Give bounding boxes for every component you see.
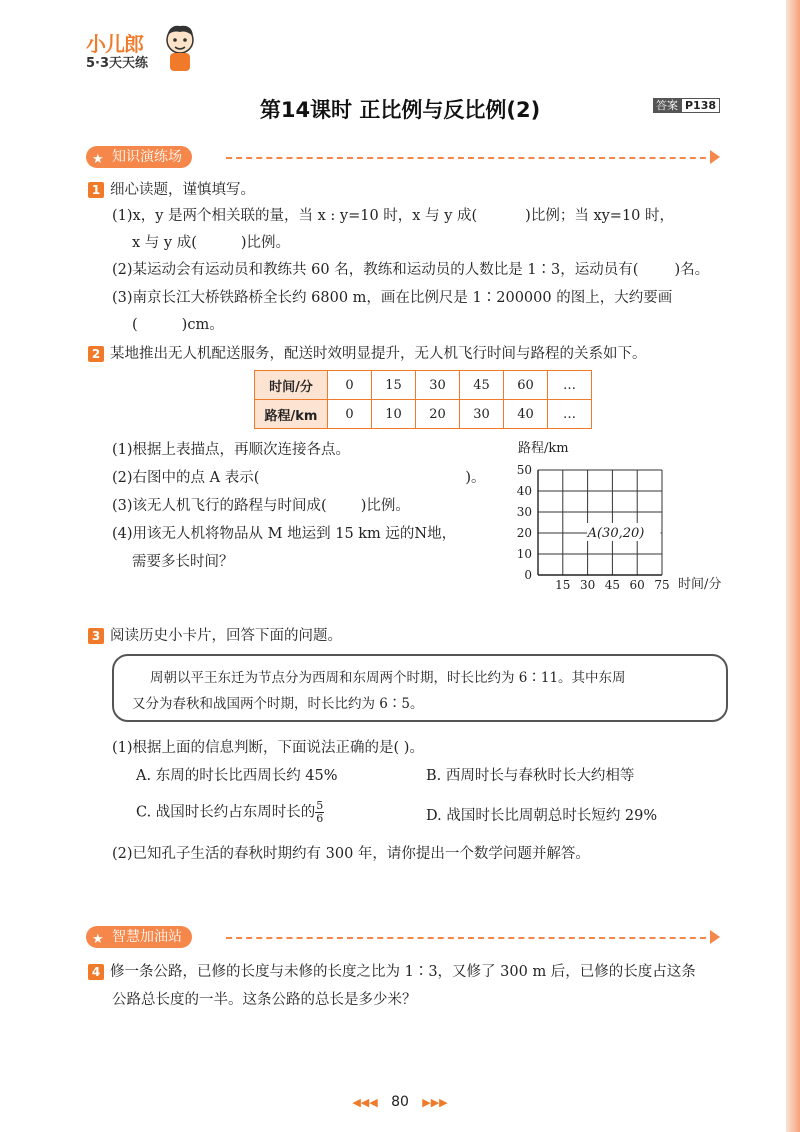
table-cell: 40 xyxy=(504,400,548,429)
point-label: A(30,20) xyxy=(587,526,645,541)
table-cell: 0 xyxy=(328,400,372,429)
data-table xyxy=(254,370,592,429)
q2-part2: (2)右图中的点 A 表示( )。 xyxy=(112,470,486,486)
q2-part4: (4)用该无人机将物品从 M 地运到 15 km 远的N地， xyxy=(112,526,457,542)
runner-icon: ★ xyxy=(92,152,104,167)
q2-number: 2 xyxy=(88,346,104,362)
table-row-header: 路程/km xyxy=(255,400,328,429)
table-cell: … xyxy=(548,371,592,400)
table-cell: … xyxy=(548,400,592,429)
page-number: 80 xyxy=(391,1094,409,1110)
y-tick-label: 40 xyxy=(516,484,532,498)
q1-number: 1 xyxy=(88,182,104,198)
table-row xyxy=(255,371,592,400)
table-cell: 60 xyxy=(504,371,548,400)
card-line-2: 又分为春秋和战国两个时期，时长比约为 6∶5。 xyxy=(132,696,424,712)
left-arrows-icon: ◀◀◀ xyxy=(352,1096,378,1109)
q1-part3-cont: ( )cm。 xyxy=(132,317,224,333)
section-header-boost xyxy=(86,926,716,950)
q2-part1: (1)根据上表描点，再顺次连接各点。 xyxy=(112,442,351,458)
q3-option-c: C. 战国时长约占东周时长的 $\frac{5}{6}$ xyxy=(136,799,324,825)
section-divider xyxy=(226,157,716,159)
page-footer xyxy=(0,1094,800,1110)
fraction: $\frac{5}{6}$ xyxy=(316,799,324,825)
q4-number: 4 xyxy=(88,964,104,980)
y-axis-label: 路程/km xyxy=(518,441,569,456)
section-label: ★ 知识演练场 xyxy=(86,146,192,168)
mascot-icon xyxy=(160,22,200,74)
section-divider xyxy=(226,937,716,939)
page-edge-decoration xyxy=(786,0,800,1132)
q3-part1: (1)根据上面的信息判断，下面说法正确的是( )。 xyxy=(112,740,424,756)
table-cell: 0 xyxy=(328,371,372,400)
q3-number: 3 xyxy=(88,628,104,644)
table-row-header: 时间/分 xyxy=(255,371,328,400)
arrow-icon xyxy=(710,930,720,944)
distance-time-chart xyxy=(490,436,740,606)
table-cell: 20 xyxy=(416,400,460,429)
q2-stem: 2 某地推出无人机配送服务，配送时效明显提升，无人机飞行时间与路程的关系如下。 xyxy=(88,342,647,363)
answer-reference xyxy=(653,97,720,113)
table-cell: 15 xyxy=(372,371,416,400)
q3-option-b: B. 西周时长与春秋时长大约相等 xyxy=(426,768,635,784)
q4-line-1: 4 修一条公路，已修的长度与未修的长度之比为 1∶3，又修了 300 m 后，已修的长度占这条 xyxy=(88,960,696,981)
y-tick-label: 0 xyxy=(524,568,532,582)
q3-part2: (2)已知孔子生活的春秋时期约有 300 年，请你提出一个数学问题并解答。 xyxy=(112,846,590,862)
q1-part1: (1)x，y 是两个相关联的量，当 x : y=10 时，x 与 y 成( )比例；当 xy=10 时， xyxy=(112,208,675,224)
x-axis-label: 时间/分 xyxy=(678,577,722,592)
table-cell: 45 xyxy=(460,371,504,400)
x-tick-label: 75 xyxy=(654,578,670,592)
q1-stem: 1 细心读题，谨慎填写。 xyxy=(88,178,255,199)
right-arrows-icon: ▶▶▶ xyxy=(422,1096,448,1109)
y-tick-label: 10 xyxy=(516,547,532,561)
q1-part3: (3)南京长江大桥铁路桥全长约 6800 m，画在比例尺是 1∶200000 的图上，大约要画 xyxy=(112,290,673,306)
runner-icon: ★ xyxy=(92,932,104,947)
q3-option-d: D. 战国时长比周朝总时长短约 29% xyxy=(426,808,658,824)
table-cell: 10 xyxy=(372,400,416,429)
q4-line-2: 公路总长度的一半。这条公路的总长是多少米？ xyxy=(112,992,417,1008)
card-line-1: 周朝以平王东迁为节点分为西周和东周两个时期，时长比约为 6∶11。其中东周 xyxy=(150,670,626,686)
y-tick-label: 20 xyxy=(516,526,532,540)
series-name: 5·3天天练 xyxy=(86,56,149,71)
section-label: ★ 智慧加油站 xyxy=(86,926,192,948)
arrow-icon xyxy=(710,150,720,164)
x-tick-label: 15 xyxy=(555,578,571,592)
q3-stem: 3 阅读历史小卡片，回答下面的问题。 xyxy=(88,624,342,645)
x-tick-label: 30 xyxy=(579,578,596,592)
q1-part2: (2)某运动会有运动员和教练共 60 名，教练和运动员的人数比是 1∶3，运动员有( )名。 xyxy=(112,262,710,278)
q2-part3: (3)该无人机飞行的路程与时间成( )比例。 xyxy=(112,498,410,514)
answer-key-label: 答案 xyxy=(653,98,681,113)
table-row xyxy=(255,400,592,429)
q3-option-a: A. 东周的时长比西周长约 45% xyxy=(136,768,338,784)
lesson-title: 第14课时 正比例与反比例(2) xyxy=(259,98,541,122)
x-tick-label: 60 xyxy=(629,578,645,592)
brand-logo: 小儿郎 xyxy=(86,32,143,56)
table-cell: 30 xyxy=(416,371,460,400)
section-header-practice xyxy=(86,146,716,170)
y-tick-label: 50 xyxy=(516,463,532,477)
q1-part1-cont: x 与 y 成( )比例。 xyxy=(132,235,291,251)
table-cell: 30 xyxy=(460,400,504,429)
answer-page: P138 xyxy=(681,98,720,113)
q2-part4-cont: 需要多长时间？ xyxy=(132,554,234,570)
x-tick-label: 45 xyxy=(604,578,621,592)
y-tick-label: 30 xyxy=(516,505,532,519)
